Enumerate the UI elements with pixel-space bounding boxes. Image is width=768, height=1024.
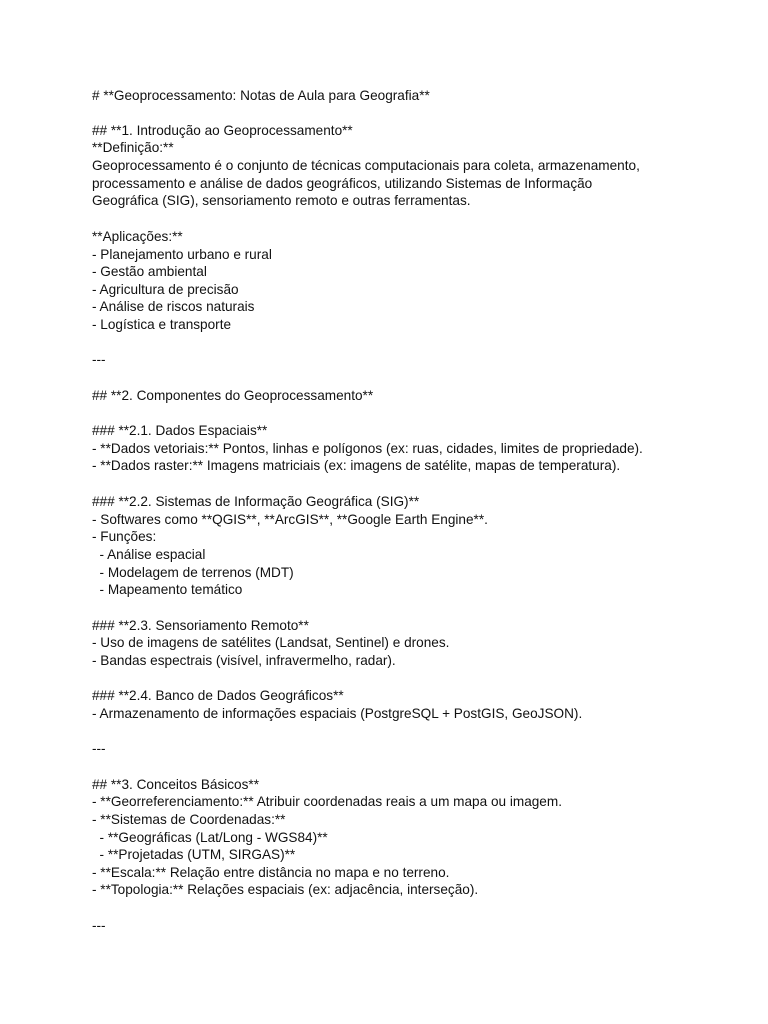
subsection-heading: ### **2.4. Banco de Dados Geográficos** bbox=[92, 688, 344, 703]
list-item: - **Topologia:** Relações espaciais (ex: adjacência, interseção). bbox=[92, 882, 479, 897]
list-item: - **Dados vetoriais:** Pontos, linhas e polígonos (ex: ruas, cidades, limites de propriedade). bbox=[92, 441, 643, 456]
list-item: - Logística e transporte bbox=[92, 317, 232, 332]
applications-label: **Aplicações:** bbox=[92, 229, 183, 244]
paragraph-line: processamento e análise de dados geográficos, utilizando Sistemas de Informação bbox=[92, 176, 593, 191]
paragraph-line: Geoprocessamento é o conjunto de técnicas computacionais para coleta, armazenamento, bbox=[92, 158, 640, 173]
list-item: - Agricultura de precisão bbox=[92, 282, 239, 297]
list-item: - Armazenamento de informações espaciais (PostgreSQL + PostGIS, GeoJSON). bbox=[92, 706, 583, 721]
list-item: - **Sistemas de Coordenadas:** bbox=[92, 812, 286, 827]
nested-list-item: - Análise espacial bbox=[92, 547, 206, 562]
horizontal-rule: --- bbox=[92, 741, 106, 756]
paragraph-line: Geográfica (SIG), sensoriamento remoto e outras ferramentas. bbox=[92, 193, 471, 208]
list-item: - Softwares como **QGIS**, **ArcGIS**, **Google Earth Engine**. bbox=[92, 512, 488, 527]
subsection-heading: ### **2.3. Sensoriamento Remoto** bbox=[92, 618, 309, 633]
nested-list-item: - Mapeamento temático bbox=[92, 582, 243, 597]
nested-list-item: - **Projetadas (UTM, SIRGAS)** bbox=[92, 847, 296, 862]
horizontal-rule: --- bbox=[92, 918, 106, 933]
list-item: - **Escala:** Relação entre distância no mapa e no terreno. bbox=[92, 865, 450, 880]
list-item: - Planejamento urbano e rural bbox=[92, 247, 272, 262]
list-item: - **Georreferenciamento:** Atribuir coordenadas reais a um mapa ou imagem. bbox=[92, 794, 562, 809]
section-2-heading: ## **2. Componentes do Geoprocessamento** bbox=[92, 388, 374, 403]
definition-label: **Definição:** bbox=[92, 140, 174, 155]
horizontal-rule: --- bbox=[92, 352, 106, 367]
doc-title: # **Geoprocessamento: Notas de Aula para Geografia** bbox=[92, 88, 430, 103]
list-item: - Gestão ambiental bbox=[92, 264, 207, 279]
subsection-heading: ### **2.1. Dados Espaciais** bbox=[92, 423, 268, 438]
nested-list-item: - **Geográficas (Lat/Long - WGS84)** bbox=[92, 830, 328, 845]
section-1-heading: ## **1. Introdução ao Geoprocessamento** bbox=[92, 123, 353, 138]
list-item: - Uso de imagens de satélites (Landsat, Sentinel) e drones. bbox=[92, 635, 450, 650]
list-item: - Bandas espectrais (visível, infravermelho, radar). bbox=[92, 653, 396, 668]
section-3-heading: ## **3. Conceitos Básicos** bbox=[92, 777, 259, 792]
list-item: - Funções: bbox=[92, 529, 157, 544]
nested-list-item: - Modelagem de terrenos (MDT) bbox=[92, 565, 294, 580]
subsection-heading: ### **2.2. Sistemas de Informação Geográfica (SIG)** bbox=[92, 494, 420, 509]
list-item: - Análise de riscos naturais bbox=[92, 299, 255, 314]
list-item: - **Dados raster:** Imagens matriciais (ex: imagens de satélite, mapas de temperatura). bbox=[92, 458, 621, 473]
